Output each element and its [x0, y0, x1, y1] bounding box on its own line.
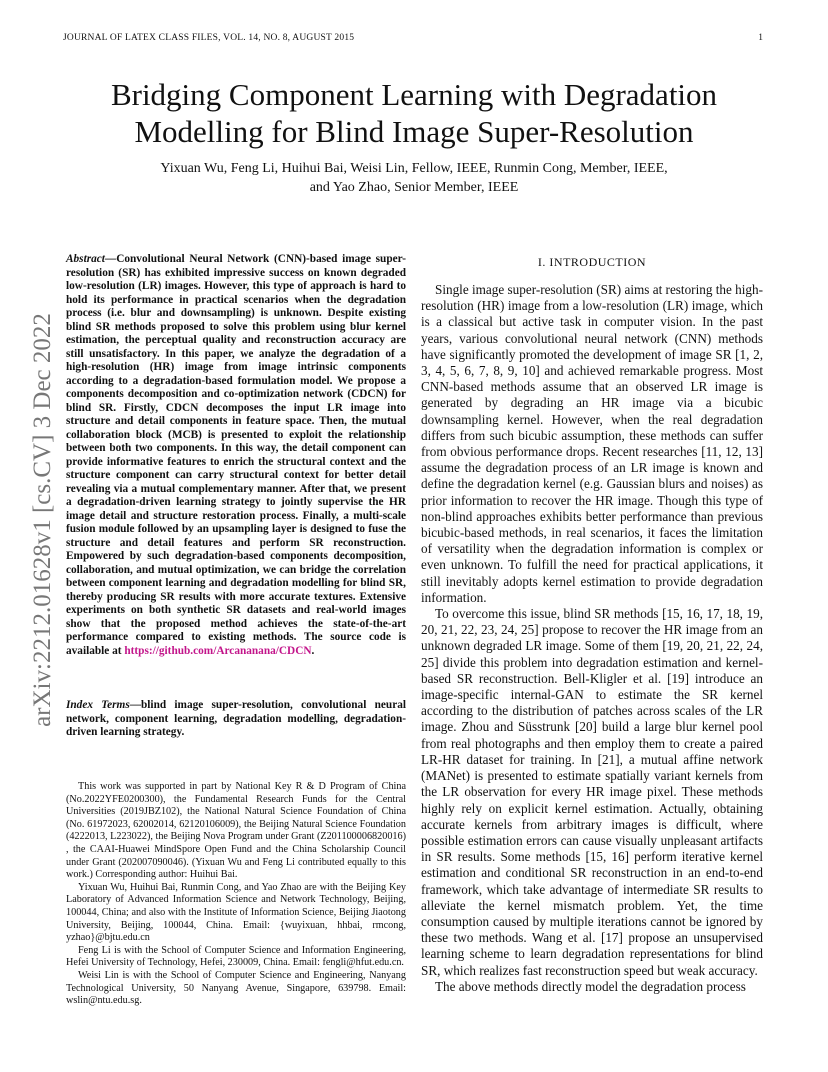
- paper-title: [0, 76, 828, 150]
- footnote-affiliation-ntu: Weisi Lin is with the School of Computer Science and Engineering, Nanyang Technological University, 50 Nanyang Avenue, Singapore, 639798. Email: wslin@ntu.edu.sg.: [66, 969, 406, 1007]
- introduction-body: [421, 282, 763, 995]
- author-list: [0, 159, 828, 197]
- running-header: JOURNAL OF LATEX CLASS FILES, VOL. 14, NO. 8, AUGUST 2015: [63, 33, 355, 43]
- intro-paragraph-3: The above methods directly model the degradation process: [435, 978, 746, 994]
- footnote-funding: This work was supported in part by National Key R & D Program of China (No.2022YFE0200300), the Fundamental Research Funds for the Central Universities (2019JBZ102), the National Natural Science Foundation of China (No. 61972023, 62002014, 62120106009), the Beijing Natural Science Foundation (4222013, L223022), the Beijing Nova Program under Grant (Z201100006820016) , the CAAI-Huawei MindSpore Open Fund and the China Scholarship Council under Grant (202007090046). (Yixuan Wu and Feng Li contributed equally to this work.) Corresponding author: Huihui Bai.: [66, 781, 406, 881]
- source-code-link[interactable]: https://github.com/Arcananana/CDCN: [124, 644, 312, 657]
- abstract-label: Abstract: [66, 253, 105, 265]
- arxiv-stamp: arXiv:2212.01628v1 [cs.CV] 3 Dec 2022: [29, 313, 56, 727]
- section-heading: I. INTRODUCTION: [537, 255, 647, 269]
- index-terms-label: Index Terms: [66, 699, 130, 711]
- index-terms-text: —blind image super-resolution, convolutional neural network, component learning, degradation modelling, degradation-driven learning strategy.: [66, 699, 406, 738]
- authors-line-1: Yixuan Wu, Feng Li, Huihui Bai, Weisi Lin, Fellow, IEEE, Runmin Cong, Member, IEEE,: [160, 161, 668, 176]
- page-number: 1: [758, 33, 763, 43]
- index-terms: [66, 699, 406, 740]
- title-line-2: Modelling for Blind Image Super-Resolution: [134, 114, 694, 149]
- title-line-1: Bridging Component Learning with Degradation: [110, 77, 718, 112]
- intro-paragraph-1: Single image super-resolution (SR) aims at restoring the high-resolution (HR) image from a low-resolution (LR) image, which is a classical but active task in computer vision. In the past years, various convolutional neural network (CNN) methods have significantly promoted the development of image SR [1, 2, 3, 4, 5, 6, 7, 8, 9, 10] and achieved remarkable progress. Most CNN-based methods assume that an observed LR image is generated by degrading an HR image via a bicubic downsampling kernel. However, when the real degradation differs from such bicubic assumption, these methods can suffer from obvious performance drops. Recent researches [11, 12, 13] assume the degradation process of an LR image is known and define the degradation kernel (e.g. Gaussian blurs and noises) as prior information to recover the HR image. Though this type of non-blind approaches exhibits better performance than previous bicubic-based methods, in real scenarios, it faces the limitation of versatility when the degradation information is complex or even unknown. To fulfill the need for practical applications, it still inevitably adopts kernel estimation to provide degradation information.: [421, 282, 763, 605]
- footnotes: [66, 781, 406, 1008]
- abstract: [66, 253, 406, 658]
- abstract-text: —Convolutional Neural Network (CNN)-based image super-resolution (SR) has exhibited impressive success on known degraded low-resolution (LR) images. However, this type of approach is hard to hold its performance in practical scenarios when the degradation process (i.e. blur and downsampling) is unknown. Despite existing blind SR methods proposed to solve this problem using blur kernel estimation, the perceptual quality and reconstruction accuracy are still unsatisfactory. In this paper, we analyze the degradation of a high-resolution (HR) image from image intrinsic components according to a degradation-based formulation model. We propose a components decomposition and co-optimization network (CDCN) for blind SR. Firstly, CDCN decomposes the input LR image into structure and detail components in feature space. Then, the mutual collaboration block (MCB) is presented to exploit the relationship between both two components. In this way, the detail component can provide informative features to enrich the structural context and the structure component can carry structural context for better detail revealing via a mutual complementary manner. After that, we present a degradation-driven learning strategy to jointly supervise the HR image detail and structure restoration process. Finally, a multi-scale fusion module followed by an upsampling layer is designed to fuse the structure and detail features and perform SR reconstruction. Empowered by such degradation-based components decomposition, collaboration, and mutual optimization, we can bridge the correlation between component learning and degradation modelling for blind SR, thereby producing SR results with more accurate textures. Extensive experiments on both synthetic SR datasets and real-world images show that the proposed method achieves the state-of-the-art performance compared to existing methods. The source code is available at: [66, 253, 406, 657]
- abstract-end: .: [311, 644, 315, 657]
- authors-line-2: and Yao Zhao, Senior Member, IEEE: [309, 180, 519, 195]
- footnote-affiliation-bjtu: Yixuan Wu, Huihui Bai, Runmin Cong, and Yao Zhao are with the Beijing Key Laboratory of Advanced Information Science and Network Technology, Beijing, 100044, China; and also with the Institute of Information Science, Beijing Jiaotong University, Beijing, 100044, China. Email: {wuyixuan, hhbai, rmcong, yzhao}@bjtu.edu.cn: [66, 881, 406, 944]
- intro-paragraph-2: To overcome this issue, blind SR methods [15, 16, 17, 18, 19, 20, 21, 22, 23, 24, 25] propose to recover the HR image from an unknown degraded LR image. Some of them [19, 20, 21, 22, 24, 25] divide this problem into degradation estimation and kernel-based SR reconstruction. Bell-Kligler et al. [19] introduce an image-specific internal-GAN to estimate the SR kernel according to the distribution of patches across scales of the LR image. Zhou and Süsstrunk [20] build a large blur kernel pool from real photographs and then employ them to create a paired LR-HR dataset for training. In [21], a mutual affine network (MANet) is presented to estimate spatially variant kernels from the LR observation for every HR image pixel. These methods highly rely on explicit kernel estimation. Actually, obtaining accurate kernels from arbitrary images is difficult, where possible estimation errors can cause visually unpleasant artifacts in SR results. Some methods [15, 16] perform iterative kernel estimation and conditional SR reconstruction in an end-to-end framework, which take advantage of intermediate SR results to alleviate the kernel mismatch problem. Yet, the time consumption caused by multiple iterations cannot be ignored by these two methods. Wang et al. [17] propose an unsupervised learning scheme to learn degradation representations for blind SR, which realizes fast reconstruction speed but weak accuracy.: [421, 606, 763, 978]
- footnote-affiliation-hfut: Feng Li is with the School of Computer Science and Information Engineering, Hefei University of Technology, Hefei, 230009, China. Email: fengli@hfut.edu.cn.: [66, 944, 406, 969]
